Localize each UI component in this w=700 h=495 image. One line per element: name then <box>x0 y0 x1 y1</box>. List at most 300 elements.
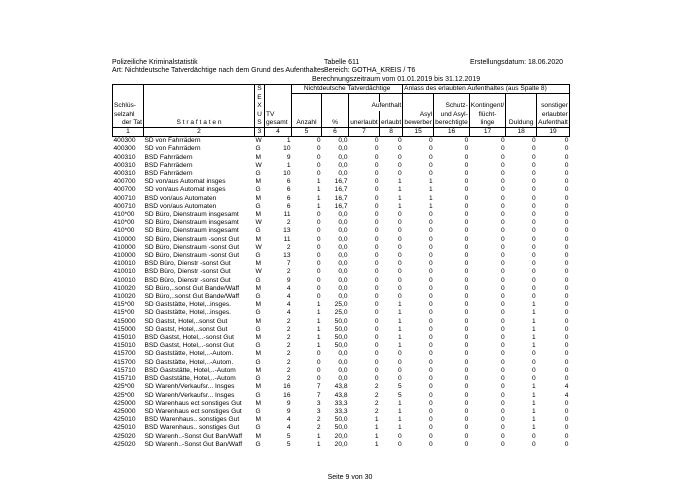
kontingent-cell: 0 <box>501 194 505 202</box>
asyl-cell: 0 <box>429 391 433 399</box>
statistics-table <box>112 84 570 449</box>
schutz-cell: 0 <box>464 416 469 424</box>
offense-name-cell: SD Warenhaus ect sonstiges Gut <box>144 407 242 415</box>
tv-total-cell: 6 <box>286 178 291 186</box>
unerlaubt-cell: 0 <box>374 366 379 374</box>
anzahl-cell: 2 <box>316 424 321 432</box>
col-schutz: und Asyl- <box>434 111 470 119</box>
unerlaubt-cell: 0 <box>374 317 379 325</box>
offense-name-cell: SD Gaststätte, Hotel,..insges. <box>144 301 231 309</box>
duldung-cell: 1 <box>532 342 536 350</box>
anzahl-cell: 1 <box>316 309 321 317</box>
offense-key-cell: 415*00 <box>113 309 135 317</box>
unerlaubt-cell: 0 <box>374 284 379 292</box>
asyl-cell: 0 <box>429 325 433 333</box>
unerlaubt-cell: 0 <box>374 309 379 317</box>
sex-cell: M <box>255 399 261 407</box>
column-number: 18 <box>506 128 537 137</box>
percent-cell: 0,0 <box>338 276 348 284</box>
offense-name-cell: SD Büro, Dienstraum -sonst Gut <box>144 235 240 243</box>
col-key-label: Schlüs- <box>113 102 144 110</box>
unerlaubt-cell: 2 <box>374 407 379 415</box>
unerlaubt-cell: 0 <box>374 334 379 342</box>
schutz-cell: 0 <box>464 268 469 276</box>
column-number: 8 <box>380 128 403 137</box>
unerlaubt-cell: 1 <box>374 424 379 432</box>
kontingent-cell: 0 <box>501 383 505 391</box>
percent-cell: 0,0 <box>338 350 348 358</box>
percent-cell: 0,0 <box>338 268 348 276</box>
col-erlaubt: erlaubt <box>381 118 402 126</box>
sex-cell: M <box>255 432 261 440</box>
sonstiger-cell: 4 <box>564 391 569 399</box>
table-row <box>113 326 570 334</box>
sex-letter: S <box>255 85 265 94</box>
kontingent-cell: 0 <box>501 170 505 178</box>
table-row <box>113 375 570 383</box>
sonstiger-cell: 0 <box>564 416 569 424</box>
offense-key-cell: 425020 <box>113 432 136 440</box>
offense-key-cell: 410020 <box>113 293 136 301</box>
anzahl-cell: 0 <box>316 243 321 251</box>
percent-cell: 0,0 <box>338 235 348 243</box>
tv-total-cell: 16 <box>283 391 291 399</box>
tv-total-cell: 2 <box>286 350 291 358</box>
asyl-cell: 1 <box>429 194 433 202</box>
duldung-cell: 1 <box>532 424 536 432</box>
column-number: 16 <box>434 128 470 137</box>
offense-name-cell: BSD Gaststätte, Hotel,..-Autom <box>144 366 236 374</box>
offense-key-cell: 415*00 <box>113 301 135 309</box>
offense-name-cell: BSD Büro, Dienstr -sonst Gut <box>144 268 231 276</box>
table-row <box>113 268 570 276</box>
kontingent-cell: 0 <box>501 268 505 276</box>
table-row <box>113 252 570 260</box>
schutz-cell: 0 <box>464 366 469 374</box>
schutz-cell: 0 <box>464 293 469 301</box>
column-number: 15 <box>403 128 434 137</box>
erlaubt-cell: 1 <box>398 309 402 317</box>
offense-name-cell: SD Gaststätte, Hotel,..insges. <box>144 309 231 317</box>
table-header <box>113 85 570 137</box>
table-row <box>113 301 570 309</box>
offense-key-cell: 410000 <box>113 252 136 260</box>
tv-total-cell: 4 <box>286 416 291 424</box>
unerlaubt-cell: 1 <box>374 440 379 448</box>
duldung-cell: 0 <box>532 137 536 145</box>
kontingent-cell: 0 <box>501 137 505 145</box>
percent-cell: 50,0 <box>334 317 348 325</box>
erlaubt-cell: 0 <box>398 243 402 251</box>
offense-key-cell: 410010 <box>113 268 136 276</box>
anzahl-cell: 0 <box>316 268 321 276</box>
col-asyl: Asyl <box>403 111 434 119</box>
kontingent-cell: 0 <box>501 325 505 333</box>
duldung-cell: 0 <box>532 219 536 227</box>
erlaubt-cell: 0 <box>398 227 402 235</box>
kontingent-cell: 0 <box>501 416 505 424</box>
sex-cell: G <box>255 391 261 399</box>
sonstiger-cell: 0 <box>564 358 569 366</box>
anzahl-cell: 0 <box>316 366 321 374</box>
sex-cell: W <box>255 137 262 145</box>
percent-cell: 0,0 <box>338 358 348 366</box>
offense-name-cell: BSD Büro, Dienstr -sonst Gut <box>144 276 231 284</box>
erlaubt-cell: 1 <box>398 399 402 407</box>
schutz-cell: 0 <box>464 334 469 342</box>
schutz-cell: 0 <box>464 407 469 415</box>
offense-key-cell: 410*00 <box>113 211 135 219</box>
duldung-cell: 0 <box>532 202 536 210</box>
col-schutz: berechtigte <box>435 118 468 126</box>
unerlaubt-cell: 0 <box>374 301 379 309</box>
anzahl-cell: 0 <box>316 219 321 227</box>
tv-total-cell: 11 <box>283 211 291 219</box>
unerlaubt-cell: 0 <box>374 252 379 260</box>
erlaubt-cell: 0 <box>398 137 402 145</box>
offense-name-cell: SD Gaststätte, Hotel,..-Autom. <box>144 350 234 358</box>
offense-name-cell: BSD Fahrrädern <box>144 153 193 161</box>
unerlaubt-cell: 0 <box>374 170 379 178</box>
schutz-cell: 0 <box>464 137 469 145</box>
offense-key-cell: 410*00 <box>113 227 135 235</box>
asyl-cell: 0 <box>429 317 433 325</box>
tv-total-cell: 11 <box>283 235 291 243</box>
duldung-cell: 0 <box>532 440 536 448</box>
unerlaubt-cell: 0 <box>374 211 379 219</box>
erlaubt-cell: 0 <box>398 211 402 219</box>
offense-name-cell: SD Warenh..-Sonst Gut Ban/Waff <box>144 432 243 440</box>
sex-cell: G <box>255 145 261 153</box>
offense-key-cell: 415710 <box>113 375 136 383</box>
kontingent-cell: 0 <box>501 424 505 432</box>
tv-total-cell: 9 <box>286 399 291 407</box>
duldung-cell: 1 <box>532 325 536 333</box>
table-body <box>113 137 570 449</box>
percent-cell: 16,7 <box>334 202 348 210</box>
col-tv: TV <box>265 111 292 119</box>
offense-name-cell: SD Gastst, Hotel,..sonst Gut <box>144 317 228 325</box>
sex-cell: G <box>255 407 261 415</box>
offense-name-cell: SD Warenh..-Sonst Gut Ban/Waff <box>144 440 243 448</box>
unerlaubt-cell: 0 <box>374 375 379 383</box>
unerlaubt-cell: 2 <box>374 391 379 399</box>
offense-name-cell: BSD Fahrrädern <box>144 161 193 169</box>
percent-cell: 0,0 <box>338 219 348 227</box>
offense-name-cell: BSD Warenhaus.. sonstiges Gut <box>144 424 240 432</box>
tv-total-cell: 2 <box>286 366 291 374</box>
offense-key-cell: 400700 <box>113 178 136 186</box>
col-tv-gesamt: gesamt <box>265 119 292 128</box>
tv-total-cell: 2 <box>286 375 291 383</box>
kontingent-cell: 0 <box>501 350 505 358</box>
erlaubt-cell: 1 <box>398 194 402 202</box>
duldung-cell: 1 <box>532 407 536 415</box>
asyl-cell: 1 <box>429 186 433 194</box>
kontingent-cell: 0 <box>501 375 505 383</box>
tv-total-cell: 10 <box>283 170 291 178</box>
table-row <box>113 227 570 235</box>
duldung-cell: 0 <box>532 252 536 260</box>
anzahl-cell: 0 <box>316 350 321 358</box>
sonstiger-cell: 0 <box>564 334 569 342</box>
kontingent-cell: 0 <box>501 211 505 219</box>
offense-key-cell: 425000 <box>113 399 136 407</box>
anzahl-cell: 1 <box>316 317 321 325</box>
tv-total-cell: 5 <box>286 440 291 448</box>
sonstiger-cell: 0 <box>564 202 569 210</box>
kontingent-cell: 0 <box>501 145 505 153</box>
anzahl-cell: 1 <box>316 325 321 333</box>
erlaubt-cell: 0 <box>398 161 402 169</box>
asyl-cell: 0 <box>429 227 433 235</box>
tv-total-cell: 16 <box>283 383 291 391</box>
erlaubt-cell: 1 <box>398 325 402 333</box>
erlaubt-cell: 1 <box>398 301 402 309</box>
anzahl-cell: 0 <box>316 293 321 301</box>
duldung-cell: 0 <box>532 358 536 366</box>
duldung-cell: 0 <box>532 276 536 284</box>
table-row <box>113 211 570 219</box>
tv-total-cell: 1 <box>286 137 291 145</box>
asyl-cell: 0 <box>429 399 433 407</box>
sonstiger-cell: 0 <box>564 440 569 448</box>
percent-cell: 0,0 <box>338 170 348 178</box>
percent-cell: 20,0 <box>334 440 348 448</box>
sex-cell: G <box>255 186 261 194</box>
table-row <box>113 416 570 424</box>
asyl-cell: 0 <box>429 219 433 227</box>
asyl-cell: 0 <box>429 358 433 366</box>
kontingent-cell: 0 <box>501 399 505 407</box>
sonstiger-cell: 0 <box>564 350 569 358</box>
sonstiger-cell: 0 <box>564 424 569 432</box>
percent-cell: 0,0 <box>338 252 348 260</box>
sex-cell: G <box>255 170 261 178</box>
tv-total-cell: 6 <box>286 186 291 194</box>
unerlaubt-cell: 1 <box>374 432 379 440</box>
anzahl-cell: 1 <box>316 186 321 194</box>
anzahl-cell: 0 <box>316 161 321 169</box>
offense-key-cell: 415710 <box>113 366 136 374</box>
asyl-cell: 0 <box>429 170 433 178</box>
sonstiger-cell: 0 <box>564 260 569 268</box>
offense-name-cell: SD Warenh/Verkaufsr... Insges <box>144 391 235 399</box>
erlaubt-cell: 5 <box>398 391 402 399</box>
tv-total-cell: 13 <box>283 227 291 235</box>
offense-key-cell: 410000 <box>113 243 136 251</box>
duldung-cell: 0 <box>532 235 536 243</box>
duldung-cell: 1 <box>532 399 536 407</box>
table-row <box>113 334 570 342</box>
kontingent-cell: 0 <box>501 235 505 243</box>
column-number: 4 <box>265 128 292 137</box>
table-row <box>113 170 570 178</box>
sex-cell: W <box>255 219 262 227</box>
offense-key-cell: 415010 <box>113 334 136 342</box>
schutz-cell: 0 <box>464 284 469 292</box>
offense-key-cell: 400710 <box>113 194 136 202</box>
sex-cell: G <box>255 252 261 260</box>
header-subject: Art: Nichtdeutsche Tatverdächtige nach dem Grund des Aufenthaltes <box>112 67 325 74</box>
anzahl-cell: 3 <box>316 399 321 407</box>
anzahl-cell: 0 <box>316 276 321 284</box>
table-row <box>113 441 570 449</box>
asyl-cell: 0 <box>429 161 433 169</box>
kontingent-cell: 0 <box>501 309 505 317</box>
erlaubt-cell: 1 <box>398 334 402 342</box>
schutz-cell: 0 <box>464 219 469 227</box>
tv-total-cell: 2 <box>286 358 291 366</box>
erlaubt-cell: 1 <box>398 317 402 325</box>
column-number: 17 <box>469 128 505 137</box>
offense-key-cell: 400710 <box>113 202 136 210</box>
table-row <box>113 186 570 194</box>
erlaubt-cell: 0 <box>398 170 402 178</box>
table-row <box>113 400 570 408</box>
col-straftaten: S t r a f t a t e n <box>144 119 255 128</box>
sonstiger-cell: 0 <box>564 137 569 145</box>
tv-total-cell: 4 <box>286 293 291 301</box>
tv-total-cell: 9 <box>286 276 291 284</box>
table-row <box>113 162 570 170</box>
asyl-cell: 0 <box>429 424 433 432</box>
table-row <box>113 433 570 441</box>
anzahl-cell: 0 <box>316 211 321 219</box>
schutz-cell: 0 <box>464 383 469 391</box>
col-key-label: selzahl <box>113 111 144 119</box>
kontingent-cell: 0 <box>501 202 505 210</box>
tv-total-cell: 7 <box>286 260 291 268</box>
kontingent-cell: 0 <box>501 252 505 260</box>
unerlaubt-cell: 0 <box>374 260 379 268</box>
duldung-cell: 1 <box>532 317 536 325</box>
tv-total-cell: 6 <box>286 194 291 202</box>
offense-name-cell: BSD Büro, Dienstr -sonst Gut <box>144 260 231 268</box>
column-number: 7 <box>349 128 380 137</box>
erlaubt-cell: 5 <box>398 383 402 391</box>
column-number: 1 <box>113 128 144 137</box>
asyl-cell: 0 <box>429 145 433 153</box>
offense-key-cell: 415700 <box>113 350 136 358</box>
unerlaubt-cell: 0 <box>374 358 379 366</box>
percent-cell: 0,0 <box>338 375 348 383</box>
duldung-cell: 0 <box>532 153 536 161</box>
kontingent-cell: 0 <box>501 153 505 161</box>
kontingent-cell: 0 <box>501 342 505 350</box>
table-row <box>113 244 570 252</box>
anzahl-cell: 7 <box>316 383 321 391</box>
offense-name-cell: BSD Fahrrädern <box>144 170 193 178</box>
offense-name-cell: SD von Fahrrädern <box>144 145 201 153</box>
offense-name-cell: BSD von/aus Automaten <box>144 202 217 210</box>
sonstiger-cell: 0 <box>564 227 569 235</box>
percent-cell: 0,0 <box>338 153 348 161</box>
erlaubt-cell: 1 <box>398 342 402 350</box>
tv-total-cell: 6 <box>286 202 291 210</box>
offense-name-cell: BSD Warenhaus.. sonstiges Gut <box>144 416 240 424</box>
schutz-cell: 0 <box>464 325 469 333</box>
duldung-cell: 1 <box>532 301 536 309</box>
table-row <box>113 309 570 317</box>
sex-cell: G <box>255 227 261 235</box>
offense-key-cell: 415700 <box>113 358 136 366</box>
kontingent-cell: 0 <box>501 186 505 194</box>
asyl-cell: 0 <box>429 383 433 391</box>
tv-total-cell: 10 <box>283 145 291 153</box>
offense-key-cell: 400300 <box>113 145 136 153</box>
col-kontingent: flücht- <box>469 111 505 119</box>
group-nichtdeutsche: Nichtdeutsche Tatverdächtige <box>292 85 403 94</box>
asyl-cell: 0 <box>429 235 433 243</box>
col-kontingent: Kontingent/ <box>470 102 505 110</box>
table-row <box>113 260 570 268</box>
sex-cell: G <box>255 342 261 350</box>
tv-total-cell: 2 <box>286 219 291 227</box>
offense-key-cell: 425010 <box>113 424 136 432</box>
tv-total-cell: 9 <box>286 153 291 161</box>
duldung-cell: 0 <box>532 211 536 219</box>
erlaubt-cell: 0 <box>398 366 402 374</box>
sonstiger-cell: 0 <box>564 219 569 227</box>
col-sonstiger: erlaubter <box>537 111 570 119</box>
offense-key-cell: 415010 <box>113 342 136 350</box>
tv-total-cell: 2 <box>286 243 291 251</box>
percent-cell: 50,0 <box>334 342 348 350</box>
sex-cell: M <box>255 350 261 358</box>
offense-name-cell: BSD Gaststätte, Hotel,..-Autom <box>144 375 236 383</box>
tv-total-cell: 2 <box>286 325 291 333</box>
sonstiger-cell: 0 <box>564 293 569 301</box>
unerlaubt-cell: 0 <box>374 342 379 350</box>
anzahl-cell: 1 <box>316 202 321 210</box>
sex-cell: W <box>255 243 262 251</box>
tv-total-cell: 2 <box>286 317 291 325</box>
unerlaubt-cell: 0 <box>374 161 379 169</box>
offense-name-cell: SD von/aus Automat insges <box>144 186 226 194</box>
sex-cell: M <box>255 260 261 268</box>
duldung-cell: 0 <box>532 293 536 301</box>
col-sonstiger: sonstiger <box>537 102 570 110</box>
asyl-cell: 0 <box>429 334 433 342</box>
percent-cell: 50,0 <box>334 334 348 342</box>
anzahl-cell: 0 <box>316 252 321 260</box>
tv-total-cell: 13 <box>283 252 291 260</box>
anzahl-cell: 1 <box>316 194 321 202</box>
percent-cell: 16,7 <box>334 194 348 202</box>
offense-name-cell: SD von Fahrrädern <box>144 137 201 145</box>
unerlaubt-cell: 0 <box>374 194 379 202</box>
sex-cell: M <box>255 194 261 202</box>
duldung-cell: 0 <box>532 243 536 251</box>
kontingent-cell: 0 <box>501 334 505 342</box>
asyl-cell: 0 <box>429 366 433 374</box>
offense-name-cell: SD Büro,..sonst Gut Bande/Waff <box>144 284 240 292</box>
offense-key-cell: 400700 <box>113 186 136 194</box>
sonstiger-cell: 0 <box>564 317 569 325</box>
offense-name-cell: BSD Gastst, Hotel,..-sonst Gut <box>144 342 234 350</box>
column-number: 19 <box>537 128 570 137</box>
tv-total-cell: 4 <box>286 301 291 309</box>
unerlaubt-cell: 1 <box>374 416 379 424</box>
sonstiger-cell: 0 <box>564 161 569 169</box>
unerlaubt-cell: 0 <box>374 178 379 186</box>
asyl-cell: 1 <box>429 178 433 186</box>
percent-cell: 0,0 <box>338 145 348 153</box>
unerlaubt-cell: 0 <box>374 235 379 243</box>
erlaubt-cell: 0 <box>398 440 402 448</box>
percent-cell: 0,0 <box>338 284 348 292</box>
